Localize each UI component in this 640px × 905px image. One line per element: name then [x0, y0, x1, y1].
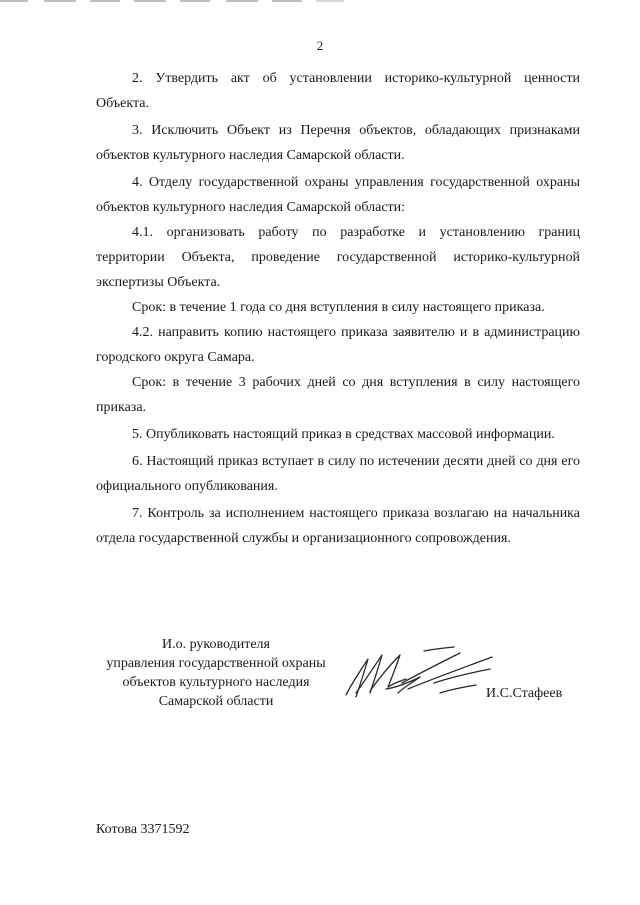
paragraph-item-4-1: 4.1. организовать работу по разработке и установлению границ территории Объекта, проведение государственной историко-культурной экспертизы Объекта.	[96, 225, 580, 290]
paragraph-exclude-object: 3. Исключить Объект из Перечня объектов, обладающих признаками объектов культурного наследия Самарской области.	[96, 123, 580, 163]
paragraph-approve-act: 2. Утвердить акт об установлении историко-культурной ценности Объекта.	[96, 71, 580, 111]
scan-mark	[0, 0, 28, 2]
paragraph-entry-into-force: 6. Настоящий приказ вступает в силу по истечении десяти дней со дня его официального опубликования.	[96, 454, 580, 494]
paragraph-department-instruction: 4. Отделу государственной охраны управления государственной охраны объектов культурного наследия Самарской области:	[96, 175, 580, 215]
scan-mark	[44, 0, 76, 2]
scan-mark	[180, 0, 210, 2]
signatory-position-line: Самарской области	[158, 694, 274, 709]
paragraph-deadline-1: Срок: в течение 1 года со дня вступления в силу настоящего приказа.	[132, 300, 545, 315]
signatory-position-line: И.о. руководителя	[161, 637, 270, 652]
signatory-position-line: управления государственной охраны	[106, 656, 326, 671]
page-number: 2	[316, 38, 324, 53]
executor-contact: Котова 3371592	[96, 822, 190, 837]
scan-mark	[134, 0, 166, 2]
paragraph-control: 7. Контроль за исполнением настоящего приказа возлагаю на начальника отдела государственной службы и организационного сопровождения.	[96, 506, 580, 546]
order-body	[96, 66, 580, 551]
signatory-name: И.С.Стафеев	[486, 686, 563, 701]
paragraph-publish: 5. Опубликовать настоящий приказ в средствах массовой информации.	[132, 427, 555, 442]
scan-mark	[90, 0, 120, 2]
handwritten-signature	[342, 643, 507, 703]
paragraph-item-4-2: 4.2. направить копию настоящего приказа заявителю и в администрацию городского округа Самара.	[96, 325, 580, 365]
scan-mark	[272, 0, 302, 2]
scan-mark	[226, 0, 258, 2]
paragraph-deadline-2: Срок: в течение 3 рабочих дней со дня вступления в силу настоящего приказа.	[96, 375, 580, 415]
signatory-position-line: объектов культурного наследия	[122, 675, 310, 690]
signatory-position	[86, 635, 346, 711]
scan-mark	[316, 0, 344, 2]
